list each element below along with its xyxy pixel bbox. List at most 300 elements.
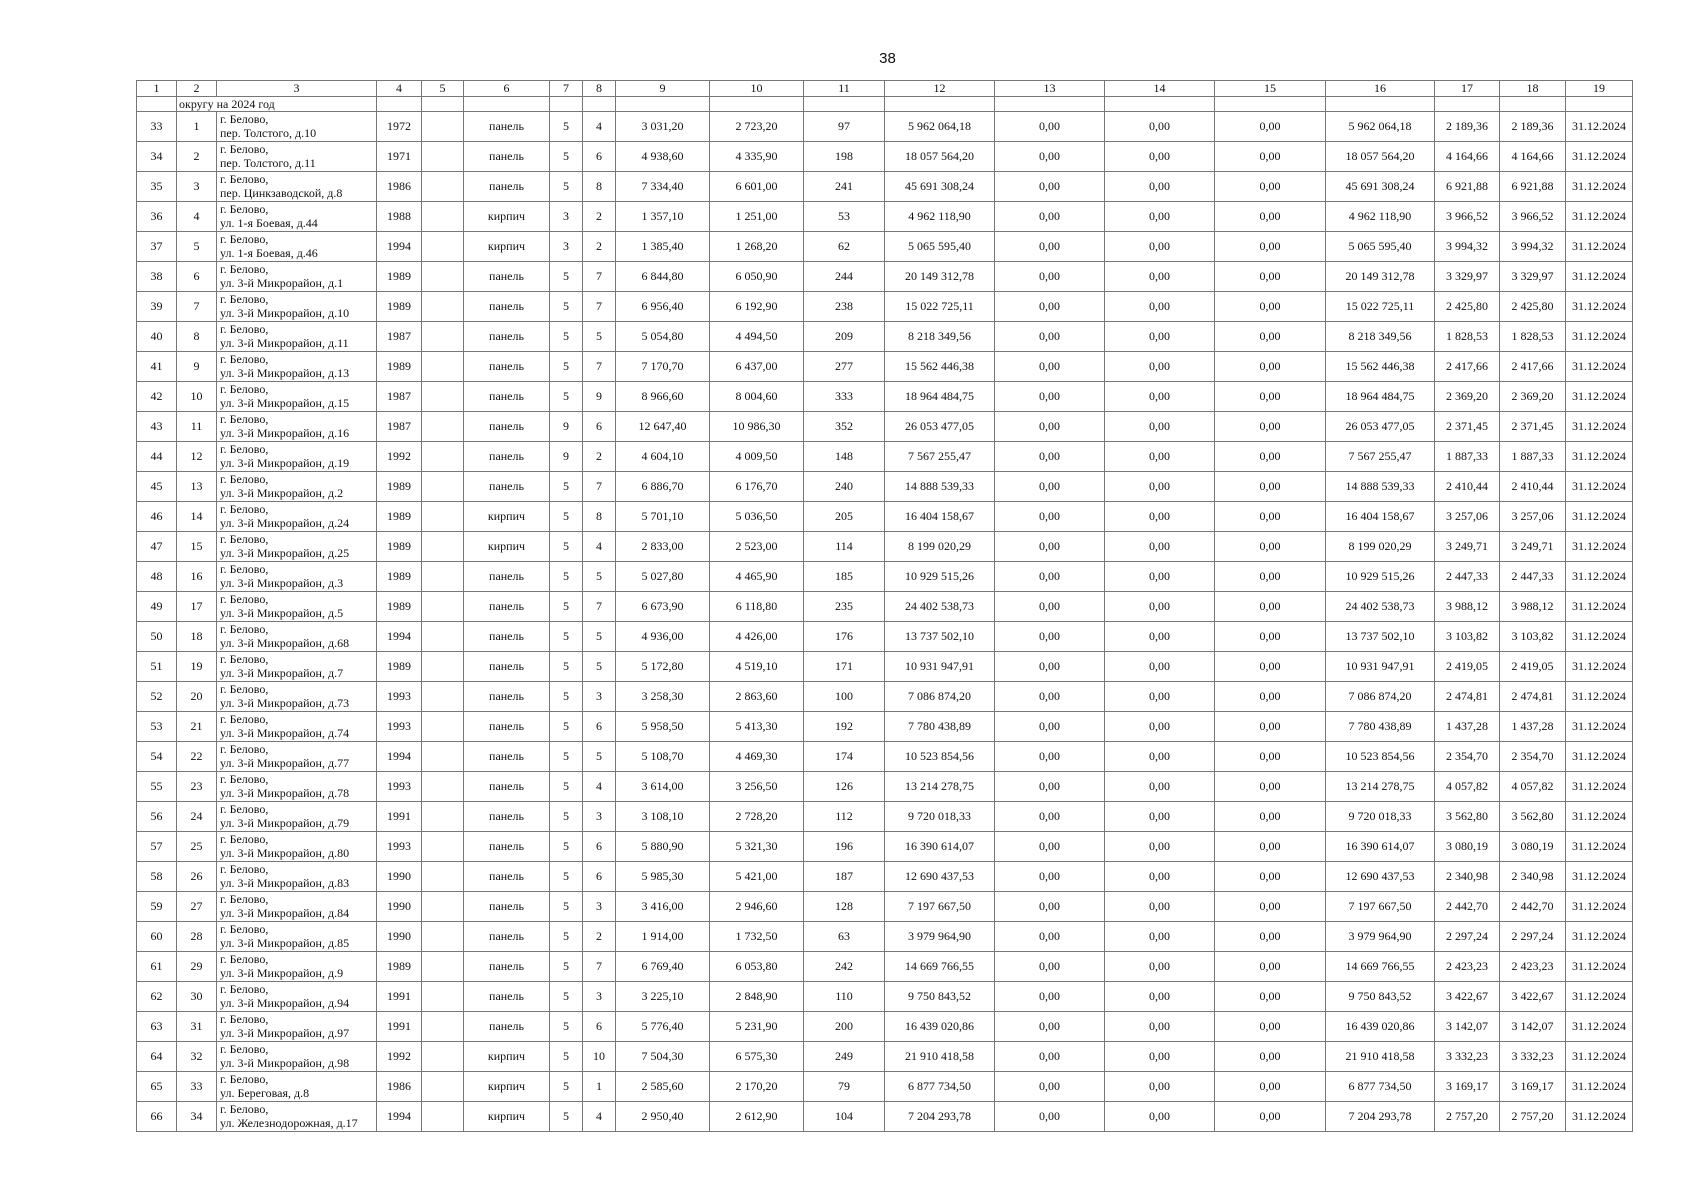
entrances: 4 (583, 1102, 616, 1132)
row-number: 39 (137, 292, 177, 322)
row-number: 50 (137, 622, 177, 652)
item-number: 12 (177, 442, 217, 472)
build-year: 1993 (377, 682, 422, 712)
living-area: 4 335,90 (710, 142, 804, 172)
section-subheader: округу на 2024 год (177, 97, 377, 112)
floors: 5 (550, 262, 583, 292)
local-funds: 0,00 (1215, 772, 1326, 802)
owner-funds: 10 523 854,56 (1326, 742, 1435, 772)
address-cell (217, 802, 377, 832)
regional-funds: 0,00 (1105, 712, 1215, 742)
floors: 5 (550, 382, 583, 412)
address-cell (217, 202, 377, 232)
deadline-date: 31.12.2024 (1566, 232, 1633, 262)
wall-material: панель (464, 262, 550, 292)
col-5 (422, 142, 464, 172)
item-number: 34 (177, 1102, 217, 1132)
unit-cost: 2 419,05 (1435, 652, 1500, 682)
max-unit-cost: 2 297,24 (1500, 922, 1566, 952)
address-city: г. Белово, (220, 682, 269, 696)
owner-funds: 26 053 477,05 (1326, 412, 1435, 442)
item-number: 6 (177, 262, 217, 292)
col-5 (422, 742, 464, 772)
total-cost: 13 214 278,75 (885, 772, 995, 802)
max-unit-cost: 3 169,17 (1500, 1072, 1566, 1102)
local-funds: 0,00 (1215, 1042, 1326, 1072)
address-street: ул. 3-й Микрорайон, д.5 (220, 605, 344, 620)
max-unit-cost: 2 474,81 (1500, 682, 1566, 712)
regional-funds: 0,00 (1105, 682, 1215, 712)
regional-funds: 0,00 (1105, 292, 1215, 322)
total-area: 3 225,10 (616, 982, 710, 1012)
regional-funds: 0,00 (1105, 922, 1215, 952)
wall-material: кирпич (464, 1072, 550, 1102)
address-cell (217, 892, 377, 922)
address-cell (217, 682, 377, 712)
residents: 171 (804, 652, 885, 682)
address-city: г. Белово, (220, 502, 269, 516)
build-year: 1989 (377, 562, 422, 592)
residents: 238 (804, 292, 885, 322)
build-year: 1989 (377, 592, 422, 622)
build-year: 1991 (377, 802, 422, 832)
wall-material: панель (464, 1012, 550, 1042)
row-number: 44 (137, 442, 177, 472)
total-cost: 15 562 446,38 (885, 352, 995, 382)
max-unit-cost: 1 828,53 (1500, 322, 1566, 352)
local-funds: 0,00 (1215, 502, 1326, 532)
entrances: 6 (583, 862, 616, 892)
row-number: 59 (137, 892, 177, 922)
regional-funds: 0,00 (1105, 352, 1215, 382)
unit-cost: 2 757,20 (1435, 1102, 1500, 1132)
owner-funds: 4 962 118,90 (1326, 202, 1435, 232)
regional-funds: 0,00 (1105, 142, 1215, 172)
address-street: ул. 3-й Микрорайон, д.13 (220, 365, 350, 380)
address-cell (217, 262, 377, 292)
max-unit-cost: 2 371,45 (1500, 412, 1566, 442)
residents: 200 (804, 1012, 885, 1042)
total-cost: 4 962 118,90 (885, 202, 995, 232)
owner-funds: 14 888 539,33 (1326, 472, 1435, 502)
owner-funds: 5 065 595,40 (1326, 232, 1435, 262)
deadline-date: 31.12.2024 (1566, 292, 1633, 322)
address-cell (217, 952, 377, 982)
item-number: 5 (177, 232, 217, 262)
living-area: 10 986,30 (710, 412, 804, 442)
total-area: 5 985,30 (616, 862, 710, 892)
living-area: 4 519,10 (710, 652, 804, 682)
item-number: 7 (177, 292, 217, 322)
wall-material: панель (464, 322, 550, 352)
column-header: 19 (1566, 81, 1633, 97)
living-area: 1 268,20 (710, 232, 804, 262)
table-row (137, 952, 1633, 982)
total-area: 4 936,00 (616, 622, 710, 652)
deadline-date: 31.12.2024 (1566, 712, 1633, 742)
row-number: 57 (137, 832, 177, 862)
max-unit-cost: 2 340,98 (1500, 862, 1566, 892)
living-area: 2 723,20 (710, 112, 804, 142)
local-funds: 0,00 (1215, 1012, 1326, 1042)
owner-funds: 12 690 437,53 (1326, 862, 1435, 892)
table-row (137, 832, 1633, 862)
federal-funds: 0,00 (995, 922, 1105, 952)
col-5 (422, 352, 464, 382)
row-number: 42 (137, 382, 177, 412)
owner-funds: 7 567 255,47 (1326, 442, 1435, 472)
residents: 205 (804, 502, 885, 532)
local-funds: 0,00 (1215, 622, 1326, 652)
total-area: 5 776,40 (616, 1012, 710, 1042)
deadline-date: 31.12.2024 (1566, 622, 1633, 652)
federal-funds: 0,00 (995, 352, 1105, 382)
total-area: 6 844,80 (616, 262, 710, 292)
total-cost: 15 022 725,11 (885, 292, 995, 322)
regional-funds: 0,00 (1105, 742, 1215, 772)
owner-funds: 13 214 278,75 (1326, 772, 1435, 802)
total-cost: 18 964 484,75 (885, 382, 995, 412)
deadline-date: 31.12.2024 (1566, 352, 1633, 382)
col-5 (422, 802, 464, 832)
entrances: 4 (583, 112, 616, 142)
table-row (137, 652, 1633, 682)
residents: 277 (804, 352, 885, 382)
col-5 (422, 112, 464, 142)
total-area: 5 172,80 (616, 652, 710, 682)
entrances: 4 (583, 772, 616, 802)
deadline-date: 31.12.2024 (1566, 772, 1633, 802)
item-number: 16 (177, 562, 217, 592)
owner-funds: 9 750 843,52 (1326, 982, 1435, 1012)
unit-cost: 1 437,28 (1435, 712, 1500, 742)
floors: 5 (550, 352, 583, 382)
build-year: 1989 (377, 532, 422, 562)
row-number: 52 (137, 682, 177, 712)
deadline-date: 31.12.2024 (1566, 952, 1633, 982)
federal-funds: 0,00 (995, 622, 1105, 652)
owner-funds: 15 562 446,38 (1326, 352, 1435, 382)
col-5 (422, 712, 464, 742)
owner-funds: 8 199 020,29 (1326, 532, 1435, 562)
address-city: г. Белово, (220, 652, 269, 666)
address-cell (217, 862, 377, 892)
total-area: 3 258,30 (616, 682, 710, 712)
table-row (137, 1042, 1633, 1072)
residents: 333 (804, 382, 885, 412)
table-row (137, 682, 1633, 712)
local-funds: 0,00 (1215, 352, 1326, 382)
total-cost: 18 057 564,20 (885, 142, 995, 172)
floors: 9 (550, 442, 583, 472)
row-number: 56 (137, 802, 177, 832)
local-funds: 0,00 (1215, 472, 1326, 502)
floors: 5 (550, 772, 583, 802)
total-cost: 10 929 515,26 (885, 562, 995, 592)
address-street: ул. 3-й Микрорайон, д.10 (220, 305, 350, 320)
column-header: 14 (1105, 81, 1215, 97)
residents: 126 (804, 772, 885, 802)
address-street: ул. 3-й Микрорайон, д.97 (220, 1025, 350, 1040)
build-year: 1987 (377, 382, 422, 412)
wall-material: кирпич (464, 1042, 550, 1072)
table-row (137, 232, 1633, 262)
floors: 5 (550, 892, 583, 922)
entrances: 7 (583, 952, 616, 982)
total-area: 5 958,50 (616, 712, 710, 742)
col-5 (422, 562, 464, 592)
living-area: 5 421,00 (710, 862, 804, 892)
build-year: 1990 (377, 862, 422, 892)
wall-material: панель (464, 892, 550, 922)
table-row (137, 1072, 1633, 1102)
column-header: 7 (550, 81, 583, 97)
column-number-row (137, 81, 1633, 97)
entrances: 5 (583, 622, 616, 652)
floors: 3 (550, 232, 583, 262)
total-area: 6 673,90 (616, 592, 710, 622)
residents: 114 (804, 532, 885, 562)
build-year: 1989 (377, 472, 422, 502)
local-funds: 0,00 (1215, 862, 1326, 892)
total-area: 1 914,00 (616, 922, 710, 952)
federal-funds: 0,00 (995, 442, 1105, 472)
max-unit-cost: 3 332,23 (1500, 1042, 1566, 1072)
unit-cost: 3 080,19 (1435, 832, 1500, 862)
address-city: г. Белово, (220, 142, 269, 156)
column-header: 3 (217, 81, 377, 97)
deadline-date: 31.12.2024 (1566, 1102, 1633, 1132)
row-number: 35 (137, 172, 177, 202)
row-number: 61 (137, 952, 177, 982)
address-street: ул. 3-й Микрорайон, д.11 (220, 335, 349, 350)
unit-cost: 2 354,70 (1435, 742, 1500, 772)
item-number: 25 (177, 832, 217, 862)
living-area: 6 575,30 (710, 1042, 804, 1072)
unit-cost: 1 887,33 (1435, 442, 1500, 472)
total-area: 3 614,00 (616, 772, 710, 802)
column-header: 6 (464, 81, 550, 97)
owner-funds: 7 780 438,89 (1326, 712, 1435, 742)
floors: 5 (550, 562, 583, 592)
floors: 5 (550, 142, 583, 172)
max-unit-cost: 2 442,70 (1500, 892, 1566, 922)
col-5 (422, 382, 464, 412)
regional-funds: 0,00 (1105, 622, 1215, 652)
wall-material: панель (464, 682, 550, 712)
build-year: 1987 (377, 412, 422, 442)
address-city: г. Белово, (220, 292, 269, 306)
entrances: 9 (583, 382, 616, 412)
build-year: 1991 (377, 1012, 422, 1042)
owner-funds: 9 720 018,33 (1326, 802, 1435, 832)
deadline-date: 31.12.2024 (1566, 1042, 1633, 1072)
address-city: г. Белово, (220, 172, 269, 186)
local-funds: 0,00 (1215, 172, 1326, 202)
address-street: ул. 3-й Микрорайон, д.24 (220, 515, 350, 530)
col-5 (422, 472, 464, 502)
address-street: ул. 3-й Микрорайон, д.9 (220, 965, 344, 980)
floors: 5 (550, 172, 583, 202)
floors: 5 (550, 1042, 583, 1072)
deadline-date: 31.12.2024 (1566, 382, 1633, 412)
total-area: 5 054,80 (616, 322, 710, 352)
item-number: 32 (177, 1042, 217, 1072)
total-area: 2 833,00 (616, 532, 710, 562)
address-street: ул. 3-й Микрорайон, д.7 (220, 665, 344, 680)
column-header: 18 (1500, 81, 1566, 97)
table-row (137, 532, 1633, 562)
unit-cost: 2 340,98 (1435, 862, 1500, 892)
column-header: 4 (377, 81, 422, 97)
column-header: 11 (804, 81, 885, 97)
living-area: 6 118,80 (710, 592, 804, 622)
federal-funds: 0,00 (995, 592, 1105, 622)
row-number: 34 (137, 142, 177, 172)
build-year: 1994 (377, 1102, 422, 1132)
residents: 128 (804, 892, 885, 922)
total-area: 12 647,40 (616, 412, 710, 442)
address-street: ул. 3-й Микрорайон, д.16 (220, 425, 350, 440)
unit-cost: 3 966,52 (1435, 202, 1500, 232)
regional-funds: 0,00 (1105, 322, 1215, 352)
item-number: 14 (177, 502, 217, 532)
wall-material: панель (464, 472, 550, 502)
residents: 148 (804, 442, 885, 472)
row-number: 45 (137, 472, 177, 502)
build-year: 1990 (377, 922, 422, 952)
entrances: 3 (583, 892, 616, 922)
unit-cost: 3 249,71 (1435, 532, 1500, 562)
col-5 (422, 172, 464, 202)
build-year: 1986 (377, 172, 422, 202)
total-area: 6 769,40 (616, 952, 710, 982)
row-number: 55 (137, 772, 177, 802)
local-funds: 0,00 (1215, 982, 1326, 1012)
row-number: 51 (137, 652, 177, 682)
build-year: 1989 (377, 352, 422, 382)
address-city: г. Белово, (220, 442, 269, 456)
item-number: 24 (177, 802, 217, 832)
table-row (137, 472, 1633, 502)
regional-funds: 0,00 (1105, 862, 1215, 892)
address-city: г. Белово, (220, 802, 269, 816)
local-funds: 0,00 (1215, 1072, 1326, 1102)
address-cell (217, 712, 377, 742)
address-cell (217, 172, 377, 202)
address-city: г. Белово, (220, 262, 269, 276)
total-area: 5 027,80 (616, 562, 710, 592)
col-5 (422, 922, 464, 952)
entrances: 8 (583, 172, 616, 202)
address-street: ул. 1-я Боевая, д.44 (220, 215, 318, 230)
column-header: 10 (710, 81, 804, 97)
residents: 235 (804, 592, 885, 622)
regional-funds: 0,00 (1105, 1042, 1215, 1072)
floors: 5 (550, 652, 583, 682)
federal-funds: 0,00 (995, 892, 1105, 922)
address-cell (217, 502, 377, 532)
regional-funds: 0,00 (1105, 262, 1215, 292)
living-area: 2 863,60 (710, 682, 804, 712)
entrances: 5 (583, 322, 616, 352)
regional-funds: 0,00 (1105, 472, 1215, 502)
wall-material: панель (464, 412, 550, 442)
total-area: 2 585,60 (616, 1072, 710, 1102)
max-unit-cost: 3 562,80 (1500, 802, 1566, 832)
address-cell (217, 772, 377, 802)
address-street: ул. 3-й Микрорайон, д.74 (220, 725, 350, 740)
row-number: 62 (137, 982, 177, 1012)
column-header: 17 (1435, 81, 1500, 97)
entrances: 10 (583, 1042, 616, 1072)
address-street: ул. 3-й Микрорайон, д.19 (220, 455, 350, 470)
total-area: 3 416,00 (616, 892, 710, 922)
regional-funds: 0,00 (1105, 1072, 1215, 1102)
floors: 5 (550, 712, 583, 742)
entrances: 7 (583, 292, 616, 322)
entrances: 3 (583, 682, 616, 712)
wall-material: кирпич (464, 532, 550, 562)
deadline-date: 31.12.2024 (1566, 682, 1633, 712)
row-number: 53 (137, 712, 177, 742)
address-city: г. Белово, (220, 532, 269, 546)
local-funds: 0,00 (1215, 922, 1326, 952)
floors: 5 (550, 682, 583, 712)
total-cost: 21 910 418,58 (885, 1042, 995, 1072)
total-cost: 26 053 477,05 (885, 412, 995, 442)
federal-funds: 0,00 (995, 1102, 1105, 1132)
regional-funds: 0,00 (1105, 952, 1215, 982)
floors: 3 (550, 202, 583, 232)
floors: 5 (550, 112, 583, 142)
address-city: г. Белово, (220, 952, 269, 966)
row-number: 49 (137, 592, 177, 622)
deadline-date: 31.12.2024 (1566, 202, 1633, 232)
address-city: г. Белово, (220, 382, 269, 396)
wall-material: панель (464, 862, 550, 892)
owner-funds: 7 197 667,50 (1326, 892, 1435, 922)
federal-funds: 0,00 (995, 682, 1105, 712)
wall-material: кирпич (464, 202, 550, 232)
address-cell (217, 652, 377, 682)
owner-funds: 24 402 538,73 (1326, 592, 1435, 622)
address-street: ул. 3-й Микрорайон, д.68 (220, 635, 350, 650)
address-street: ул. 3-й Микрорайон, д.3 (220, 575, 344, 590)
max-unit-cost: 1 437,28 (1500, 712, 1566, 742)
residents: 174 (804, 742, 885, 772)
build-year: 1989 (377, 952, 422, 982)
item-number: 33 (177, 1072, 217, 1102)
total-cost: 7 086 874,20 (885, 682, 995, 712)
regional-funds: 0,00 (1105, 382, 1215, 412)
wall-material: панель (464, 712, 550, 742)
floors: 5 (550, 862, 583, 892)
total-area: 3 108,10 (616, 802, 710, 832)
col-5 (422, 892, 464, 922)
local-funds: 0,00 (1215, 382, 1326, 412)
address-city: г. Белово, (220, 1102, 269, 1116)
address-cell (217, 292, 377, 322)
unit-cost: 3 142,07 (1435, 1012, 1500, 1042)
federal-funds: 0,00 (995, 502, 1105, 532)
deadline-date: 31.12.2024 (1566, 802, 1633, 832)
owner-funds: 21 910 418,58 (1326, 1042, 1435, 1072)
living-area: 5 321,30 (710, 832, 804, 862)
residents: 244 (804, 262, 885, 292)
item-number: 27 (177, 892, 217, 922)
total-cost: 16 439 020,86 (885, 1012, 995, 1042)
